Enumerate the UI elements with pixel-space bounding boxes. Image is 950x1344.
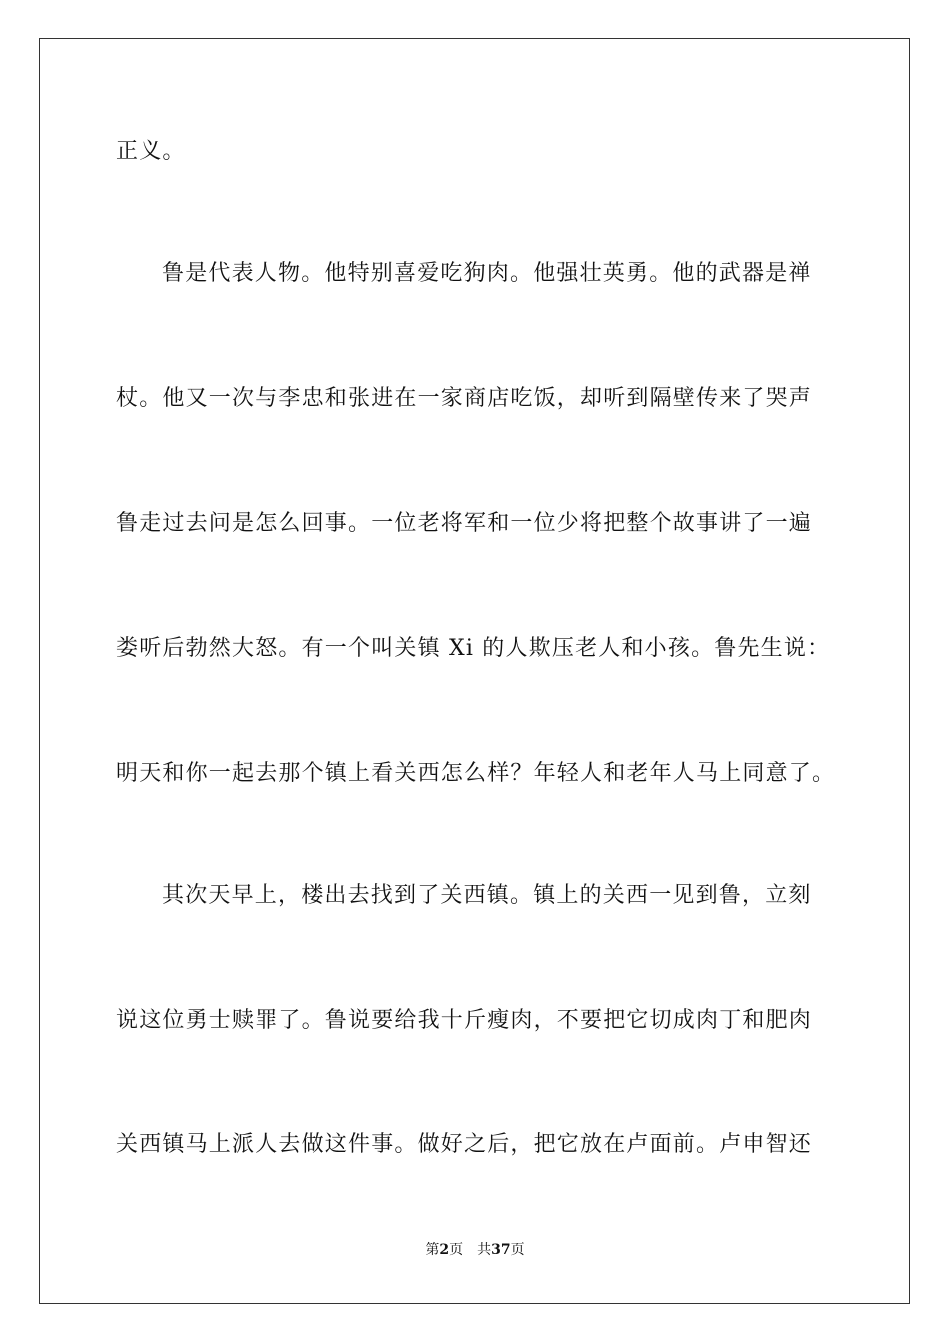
text-line-1: 正义。 bbox=[116, 139, 186, 164]
text-line-5: 娄听后勃然大怒。有一个叫关镇 Xi 的人欺压老人和小孩。鲁先生说： bbox=[116, 636, 831, 661]
text-line-3: 杖。他又一次与李忠和张进在一家商店吃饭，却听到隔壁传来了哭声 bbox=[116, 386, 813, 411]
page-prefix: 第 bbox=[425, 1242, 440, 1258]
total-suffix: 页 bbox=[510, 1242, 525, 1258]
text-line-8: 说这位勇士赎罪了。鲁说要给我十斤瘦肉，不要把它切成肉丁和肥肉 bbox=[116, 1008, 813, 1033]
page-suffix: 页 bbox=[449, 1242, 464, 1258]
text-line-6: 明天和你一起去那个镇上看关西怎么样？年轻人和老年人马上同意了。 bbox=[116, 761, 836, 786]
total-prefix: 共 bbox=[477, 1242, 492, 1258]
page-border bbox=[39, 38, 910, 1304]
text-line-4: 鲁走过去问是怎么回事。一位老将军和一位少将把整个故事讲了一遍 bbox=[116, 511, 813, 536]
page-number: 2 bbox=[439, 1242, 450, 1258]
text-line-2: 鲁是代表人物。他特别喜爱吃狗肉。他强壮英勇。他的武器是禅 bbox=[162, 261, 812, 286]
text-line-9: 关西镇马上派人去做这件事。做好之后，把它放在卢面前。卢申智还 bbox=[116, 1132, 813, 1157]
total-pages: 37 bbox=[491, 1242, 511, 1258]
page-footer bbox=[0, 1240, 950, 1260]
text-line-7: 其次天早上，楼出去找到了关西镇。镇上的关西一见到鲁，立刻 bbox=[162, 883, 812, 908]
